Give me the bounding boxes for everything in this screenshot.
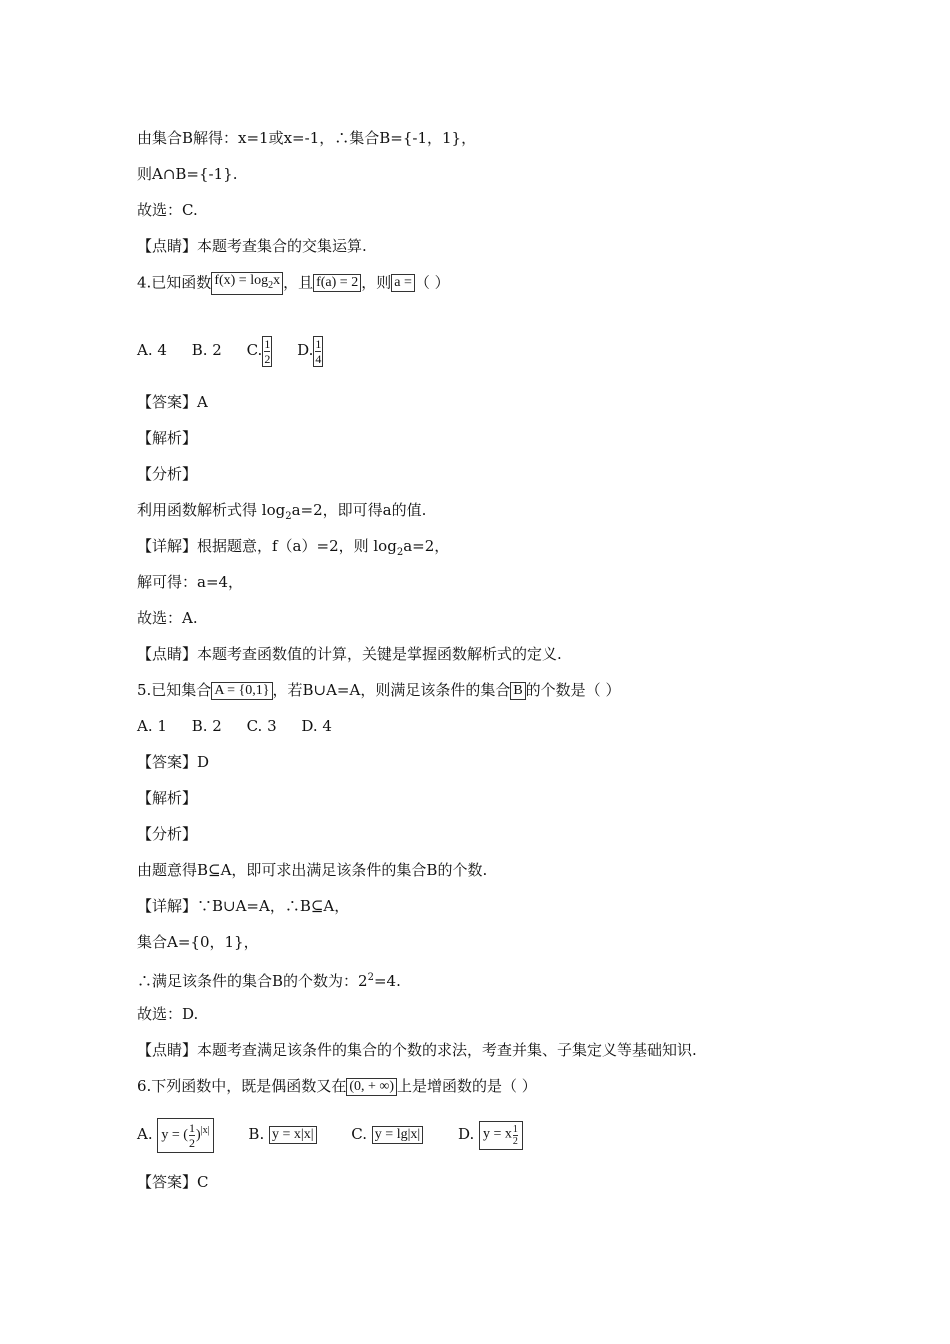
text-line: 由集合B解得：x=1或x=-1，∴集合B={-1，1}，: [137, 129, 477, 147]
text-line: ∴满足该条件的集合B的个数为：$2^2=4$.: [137, 972, 401, 990]
option-d: D. y = x $\frac{1}{2}$: [458, 1112, 523, 1156]
option-c: C. 3: [246, 717, 277, 735]
text-line: 由题意得B⊆A，即可求出满足该条件的集合B的个数.: [137, 861, 488, 879]
answer-label: 【答案】A: [137, 393, 208, 411]
section-label: 【分析】: [137, 465, 198, 483]
math-condition: f(a) = 2: [313, 274, 361, 292]
text-line: 【点睛】本题考查满足该条件的集合的个数的求法，考查并集、子集定义等基础知识.: [137, 1041, 697, 1059]
text-line: 集合A={0，1}，: [137, 933, 259, 951]
math-interval: (0, + ∞): [346, 1078, 397, 1096]
option-c: C. $\frac{1}{2}$: [246, 336, 271, 366]
question-4: 4.已知函数 $f(x) = \log_2x$ ，且 f(a) = 2 ，则 a = （ ）: [137, 272, 450, 295]
text-line: 【点睛】本题考查函数值的计算，关键是掌握函数解析式的定义.: [137, 645, 562, 663]
text-line: 利用函数解析式得 $\log_2a=2$，即可得a的值.: [137, 501, 427, 522]
section-label: 【分析】: [137, 825, 198, 843]
math-b: B: [510, 682, 525, 700]
question-6: 6.下列函数中，既是偶函数又在 (0, + ∞) 上是增函数的是（ ）: [137, 1077, 537, 1095]
option-b: B. y = x|x|: [248, 1112, 316, 1156]
question-5: 5.已知集合 A = {0,1} ，若B∪A=A，则满足该条件的集合 B 的个数是（ ）: [137, 681, 621, 699]
text-line: 解可得：a=4，: [137, 573, 244, 591]
text-line: 故选：C.: [137, 201, 198, 219]
math-ask: a =: [391, 274, 415, 292]
question-prefix: 4.已知函数: [137, 273, 212, 292]
answer-label: 【答案】D: [137, 753, 210, 771]
math-function: $f(x) = \log_2x$: [211, 272, 283, 295]
answer-label: 【答案】C: [137, 1173, 209, 1191]
option-d: D. $\frac{1}{4}$: [297, 336, 322, 366]
text-line: 故选：A.: [137, 609, 198, 627]
text-line: 故选：D.: [137, 1005, 199, 1023]
text-line: 【点睛】本题考查集合的交集运算.: [137, 237, 367, 255]
section-label: 【解析】: [137, 429, 198, 447]
option-a: A. 1: [137, 717, 167, 735]
option-c: C. y = lg|x|: [351, 1112, 423, 1156]
options-row: [137, 330, 343, 370]
options-row: [137, 716, 352, 736]
options-row: [137, 1112, 543, 1156]
option-b: B. 2: [191, 341, 222, 359]
text-line: 【详解】根据题意，f（a）=2，则 $\log_2a=2$，: [137, 537, 450, 558]
section-label: 【解析】: [137, 789, 198, 807]
math-set: A = {0,1}: [211, 682, 272, 700]
text-line: 则A∩B={-1}.: [137, 165, 238, 183]
option-a: A. y = ( $\frac{1}{2}$ )$^{|x|}$: [137, 1112, 214, 1156]
option-a: A. 4: [137, 341, 167, 359]
option-d: D. 4: [301, 717, 332, 735]
option-b: B. 2: [191, 717, 222, 735]
text-line: 【详解】∵B∪A=A，∴B⊆A，: [137, 897, 350, 915]
